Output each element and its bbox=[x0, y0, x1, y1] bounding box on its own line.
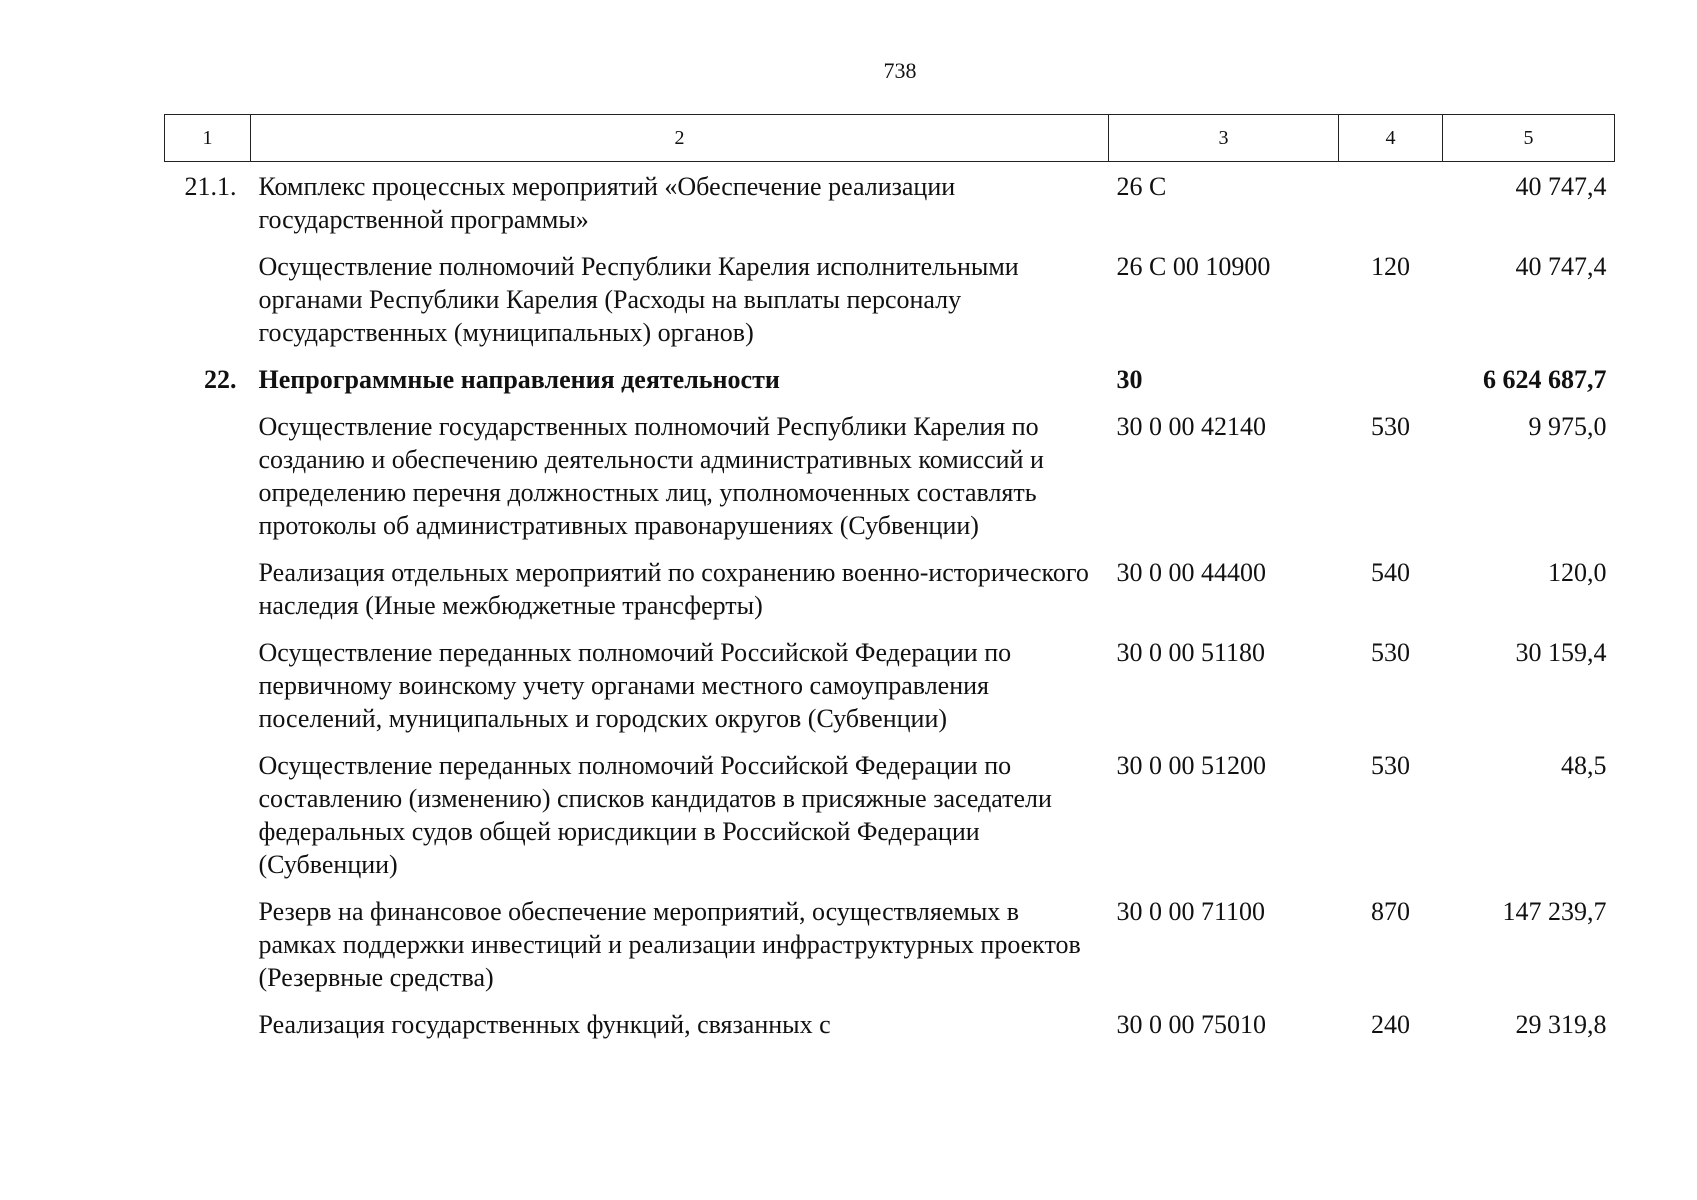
row-code: 26 С 00 10900 bbox=[1116, 252, 1271, 281]
row-expense-type bbox=[1339, 162, 1443, 251]
header-col-3: 3 bbox=[1109, 115, 1339, 162]
row-code: 30 0 00 44400 bbox=[1116, 558, 1266, 587]
row-expense-type: 540 bbox=[1371, 558, 1410, 587]
header-col-2: 2 bbox=[251, 115, 1109, 162]
row-expense-type: 530 bbox=[1371, 412, 1410, 441]
row-number: 22. bbox=[204, 365, 237, 394]
table-header-row bbox=[165, 115, 1615, 162]
table-row bbox=[165, 162, 1615, 251]
row-number bbox=[165, 1008, 251, 1055]
row-amount: 147 239,7 bbox=[1502, 897, 1607, 926]
row-description: Непрограммные направления деятельности bbox=[258, 365, 780, 394]
table-row bbox=[165, 1008, 1615, 1055]
row-number bbox=[165, 895, 251, 1008]
row-description: Резерв на финансовое обеспечение мероприятий, осуществляемых в рамках поддержки инвестиций и реализации инфраструктурных проектов (Резервные средства) bbox=[258, 897, 1081, 992]
table-row bbox=[165, 250, 1615, 363]
row-code: 26 С bbox=[1116, 172, 1167, 201]
row-description: Реализация государственных функций, связанных с bbox=[258, 1010, 831, 1039]
header-col-1: 1 bbox=[165, 115, 251, 162]
row-code: 30 0 00 42140 bbox=[1116, 412, 1266, 441]
row-amount: 6 624 687,7 bbox=[1483, 365, 1607, 394]
row-amount: 120,0 bbox=[1548, 558, 1607, 587]
row-amount: 40 747,4 bbox=[1515, 252, 1607, 281]
table-row bbox=[165, 636, 1615, 749]
row-number bbox=[165, 250, 251, 363]
row-description: Осуществление полномочий Республики Карелия исполнительными органами Республики Карелия (Расходы на выплаты персоналу государственных (муниципальных) органов) bbox=[258, 252, 1019, 347]
row-number: 21.1. bbox=[184, 172, 237, 201]
row-amount: 9 975,0 bbox=[1528, 412, 1607, 441]
row-code: 30 0 00 75010 bbox=[1116, 1010, 1266, 1039]
table-row bbox=[165, 363, 1615, 410]
row-description: Осуществление государственных полномочий Республики Карелия по созданию и обеспечению деятельности административных комиссий и определению перечня должностных лиц, уполномоченных составлять протоколы об административных правонарушениях (Субвенции) bbox=[258, 412, 1044, 540]
row-number bbox=[165, 410, 251, 556]
row-number bbox=[165, 749, 251, 895]
header-col-5: 5 bbox=[1443, 115, 1615, 162]
row-expense-type: 530 bbox=[1371, 638, 1410, 667]
row-number bbox=[165, 636, 251, 749]
row-expense-type bbox=[1339, 363, 1443, 410]
row-code: 30 0 00 51180 bbox=[1116, 638, 1266, 667]
budget-table bbox=[164, 114, 1615, 1055]
row-description: Осуществление переданных полномочий Российской Федерации по первичному воинскому учету органами местного самоуправления поселений, муниципальных и городских округов (Субвенции) bbox=[258, 638, 1012, 733]
page-number: 738 bbox=[883, 58, 917, 83]
row-expense-type: 870 bbox=[1371, 897, 1410, 926]
row-code: 30 bbox=[1116, 365, 1143, 394]
row-description: Реализация отдельных мероприятий по сохранению военно-исторического наследия (Иные межбюджетные трансферты) bbox=[258, 558, 1089, 620]
table-row bbox=[165, 895, 1615, 1008]
row-code: 30 0 00 71100 bbox=[1116, 897, 1266, 926]
budget-table-container bbox=[164, 114, 1614, 1055]
row-amount: 29 319,8 bbox=[1515, 1010, 1607, 1039]
row-number bbox=[165, 556, 251, 636]
row-amount: 30 159,4 bbox=[1515, 638, 1607, 667]
table-body bbox=[165, 162, 1615, 1056]
row-amount: 48,5 bbox=[1561, 751, 1607, 780]
row-expense-type: 530 bbox=[1371, 751, 1410, 780]
table-row bbox=[165, 410, 1615, 556]
row-expense-type: 240 bbox=[1371, 1010, 1410, 1039]
row-description: Комплекс процессных мероприятий «Обеспечение реализации государственной программы» bbox=[258, 172, 956, 234]
table-row bbox=[165, 556, 1615, 636]
row-expense-type: 120 bbox=[1371, 252, 1410, 281]
row-amount: 40 747,4 bbox=[1515, 172, 1607, 201]
row-code: 30 0 00 51200 bbox=[1116, 751, 1266, 780]
table-row bbox=[165, 749, 1615, 895]
row-description: Осуществление переданных полномочий Российской Федерации по составлению (изменению) списков кандидатов в присяжные заседатели федеральных судов общей юрисдикции в Российской Федерации (Субвенции) bbox=[258, 751, 1052, 879]
header-col-4: 4 bbox=[1339, 115, 1443, 162]
